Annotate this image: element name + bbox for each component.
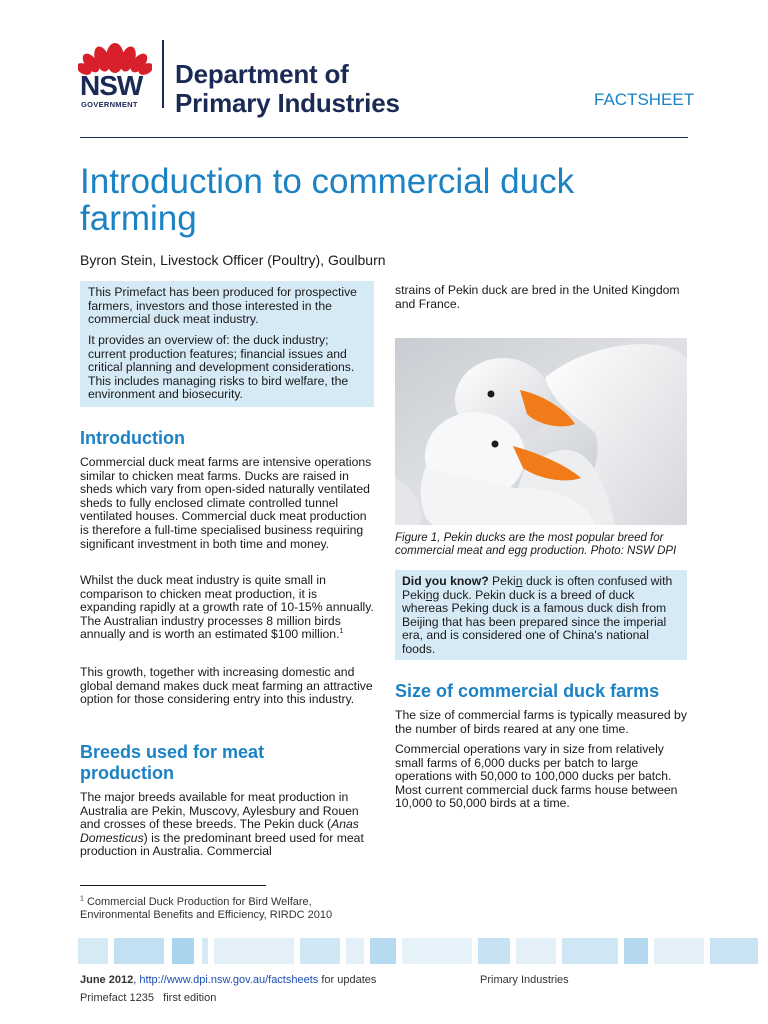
stripe-segment [172,938,194,964]
dyk-text-3: duck. Pekin duck is a breed of duck whereas Peking duck is a famous duck dish from Beijing that has been prepared since the imperial era, and is considered one of China's national foods. [402,587,667,656]
did-you-know-lead: Did you know? [402,574,489,588]
summary-box [80,281,374,407]
dyk-text-1: Peki [488,574,516,588]
footer-primefact: Primefact 1235 first edition [80,992,217,1004]
breeds-heading-line-2: production [80,763,174,783]
nsw-logo [78,32,152,110]
factsheet-label: FACTSHEET [594,90,695,109]
size-para-1: The size of commercial farms is typically measured by the number of birds reared at any one time. [395,708,687,736]
size-heading: Size of commercial duck farms [395,681,660,701]
nsw-wordmark: NSW [80,70,143,101]
summary-para-2: It provides an overview of: the duck industry; current production features; financial issues and critical planning and development considerations. This includes managing risks to bird welfare, the environment and biosecurity. [88,333,355,402]
stripe-segment [562,938,618,964]
header-rule [80,137,688,138]
stripe-segment [654,938,704,964]
title-line-1: Introduction to commercial duck [80,162,575,201]
factsheets-link[interactable]: http://www.dpi.nsw.gov.au/factsheets [139,974,319,986]
footnote-ref: 1 [339,628,344,636]
breeds-para-start: The major breeds available for meat production in Australia are Pekin, Muscovy, Aylesbury and Rouen and crosses of these breeds. The Pekin duck ( [80,790,359,832]
stripe-segment [346,938,364,964]
department-line-2: Primary Industries [175,88,400,118]
footer-sep: , [133,974,140,986]
introduction-heading: Introduction [80,428,185,448]
breeds-heading [80,742,374,784]
size-para-2: Commercial operations vary in size from relatively small farms of 6,000 ducks per batch to large operations with 50,000 to 100,000 ducks per batch. Most current commercial duck farms house between 10,000 to 50,000 birds at a time. [395,742,678,811]
footer-updates: for updates [318,974,377,986]
stripe-segment [114,938,164,964]
footer-stripe [78,938,758,964]
stripe-segment [402,938,472,964]
stripe-segment [478,938,510,964]
intro-para-3: This growth, together with increasing domestic and global demand makes duck meat farming an attractive option for those considering entry into this industry. [80,665,373,707]
figure-caption: Figure 1, Pekin ducks are the most popular breed for commercial meat and egg production. Photo: NSW DPI [395,532,677,557]
dyk-underline-2: ng [425,587,440,602]
title-line-2: farming [80,199,197,238]
stripe-segment [370,938,396,964]
intro-para-1: Commercial duck meat farms are intensive operations similar to chicken meat farms. Ducks are raised in sheds which vary from open-sided naturally ventilated sheds to fully enclosed climate controlled tunnel ventilated houses. Commercial duck meat production is therefore a full-time specialised business requiring significant investment in both time and money. [80,455,372,551]
did-you-know-box [395,570,687,660]
footnote-rule [80,885,266,886]
footnote-text: Commercial Duck Production for Bird Welfare, Environmental Benefits and Efficiency, RIRDC 2010 [80,896,333,921]
footer-right: Primary Industries [480,974,569,986]
footer-left [80,974,460,1005]
department-line-1: Department of [175,59,349,89]
breeds-para [80,791,374,859]
page-title [80,163,700,237]
stripe-segment [202,938,208,964]
footnote-mark: 1 [80,895,84,903]
breeds-para-species: Anas Domesticus [80,817,359,845]
breeds-heading-line-1: Breeds used for meat [80,742,265,762]
stripe-segment [710,938,758,964]
footer-line-1 [80,974,460,987]
breeds-para-end: ) is the predominant breed used for meat production in Australia. Commercial [80,830,364,859]
stripe-segment [516,938,556,964]
government-label: GOVERNMENT [81,100,138,109]
intro-para-2 [80,574,374,642]
stripe-segment [624,938,648,964]
summary-para-1: This Primefact has been produced for prospective farmers, investors and those interested in the commercial duck meat industry. [88,285,357,327]
department-name [175,60,400,118]
logo-divider [162,40,164,108]
pekin-ducks-image [395,338,687,525]
stripe-segment [214,938,294,964]
intro-para-2-text: Whilst the duck meat industry is quite small in comparison to chicken meat production, it is expanding rapidly at a growth rate of 10-15% annually. The Australian industry processes 8 million birds annually and is worth an estimated $100 million. [80,573,374,642]
dyk-text-2: duck is often confused with Peki [402,574,673,602]
byline: Byron Stein, Livestock Officer (Poultry), Goulburn [80,252,386,268]
footnote [80,896,380,922]
stripe-segment [300,938,340,964]
did-you-know-text [402,575,682,657]
breeds-continued: strains of Pekin duck are bred in the United Kingdom and France. [395,283,680,311]
stripe-segment [78,938,108,964]
duck-photo [395,338,687,525]
dyk-underline-1: n [515,574,523,588]
footer-date: June 2012 [80,974,134,986]
